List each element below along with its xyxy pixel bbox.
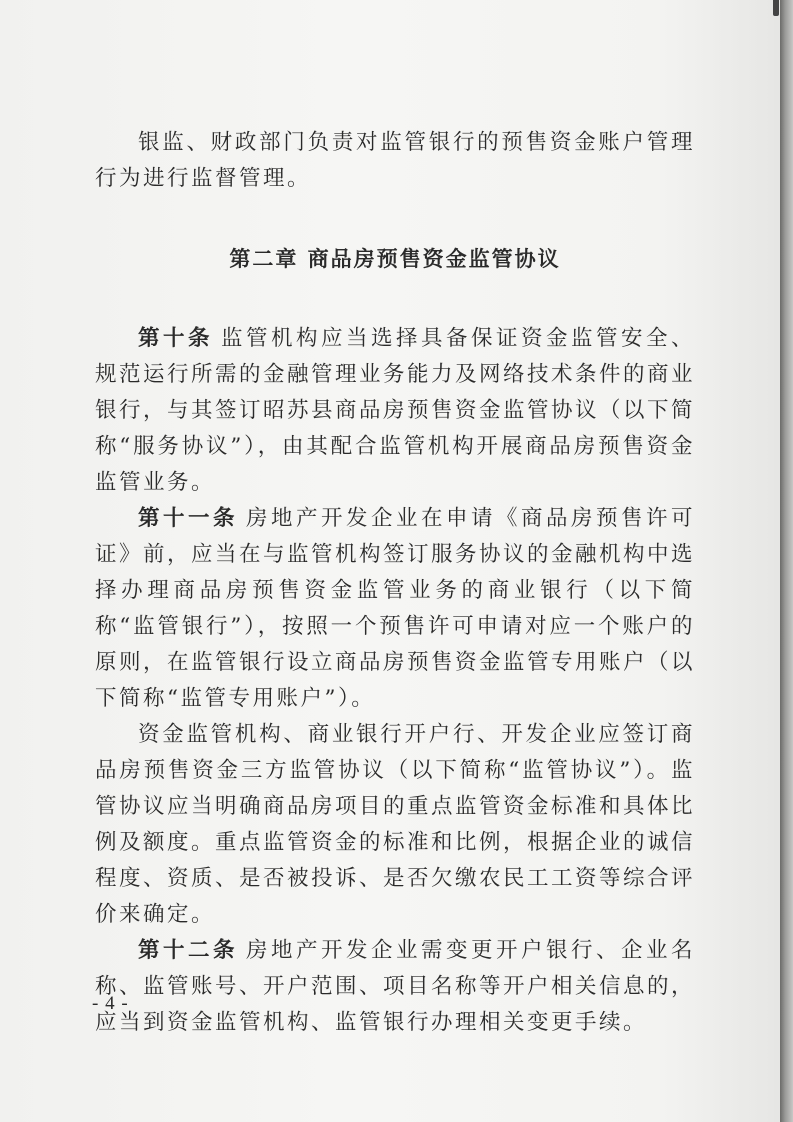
article-11-paragraph-2-text: 资金监管机构、商业银行开户行、开发企业应签订商品房预售资金三方监管协议（以下简称“监管协议”）。监管协议应当明确商品房项目的重点监管资金标准和具体比例及额度。重点监管资金的标准和比例，根据企业的诚信程度、资质、是否被投诉、是否欠缴农民工工资等综合评价来确定。 (95, 722, 696, 927)
article-12-text: 房地产开发企业需变更开户银行、企业名称、监管账号、开户范围、项目名称等开户相关信息的，应当到资金监管机构、监管银行办理相关变更手续。 (95, 938, 696, 1035)
chapter-heading: 第二章 商品房预售资金监管协议 (229, 247, 561, 271)
article-11-label: 第十一条 (138, 506, 238, 531)
article-11-text: 房地产开发企业在申请《商品房预售许可证》前，应当在与监管机构签订服务协议的金融机构中选择办理商品房预售资金监管业务的商业银行（以下简称“监管银行”），按照一个预售许可申请对应一个账户的原则，在监管银行设立商品房预售资金监管专用账户（以下简称“监管专用账户”）。 (95, 506, 696, 711)
article-10 (95, 321, 695, 501)
page-number: - 4 - (92, 993, 129, 1014)
page-edge-shadow (780, 0, 793, 1122)
article-11-paragraph-2 (95, 717, 695, 933)
document-body (95, 125, 695, 1041)
binding-clip (773, 0, 779, 16)
article-11 (95, 501, 695, 717)
article-10-label: 第十条 (138, 326, 213, 351)
article-10-text: 监管机构应当选择具备保证资金监管安全、规范运行所需的金融管理业务能力及网络技术条件的商业银行，与其签订昭苏县商品房预售资金监管协议（以下简称“服务协议”），由其配合监管机构开展商品房预售资金监管业务。 (95, 326, 696, 495)
article-12-label: 第十二条 (138, 938, 238, 963)
intro-paragraph: 银监、财政部门负责对监管银行的预售资金账户管理行为进行监督管理。 (95, 130, 695, 191)
article-12 (95, 933, 695, 1041)
